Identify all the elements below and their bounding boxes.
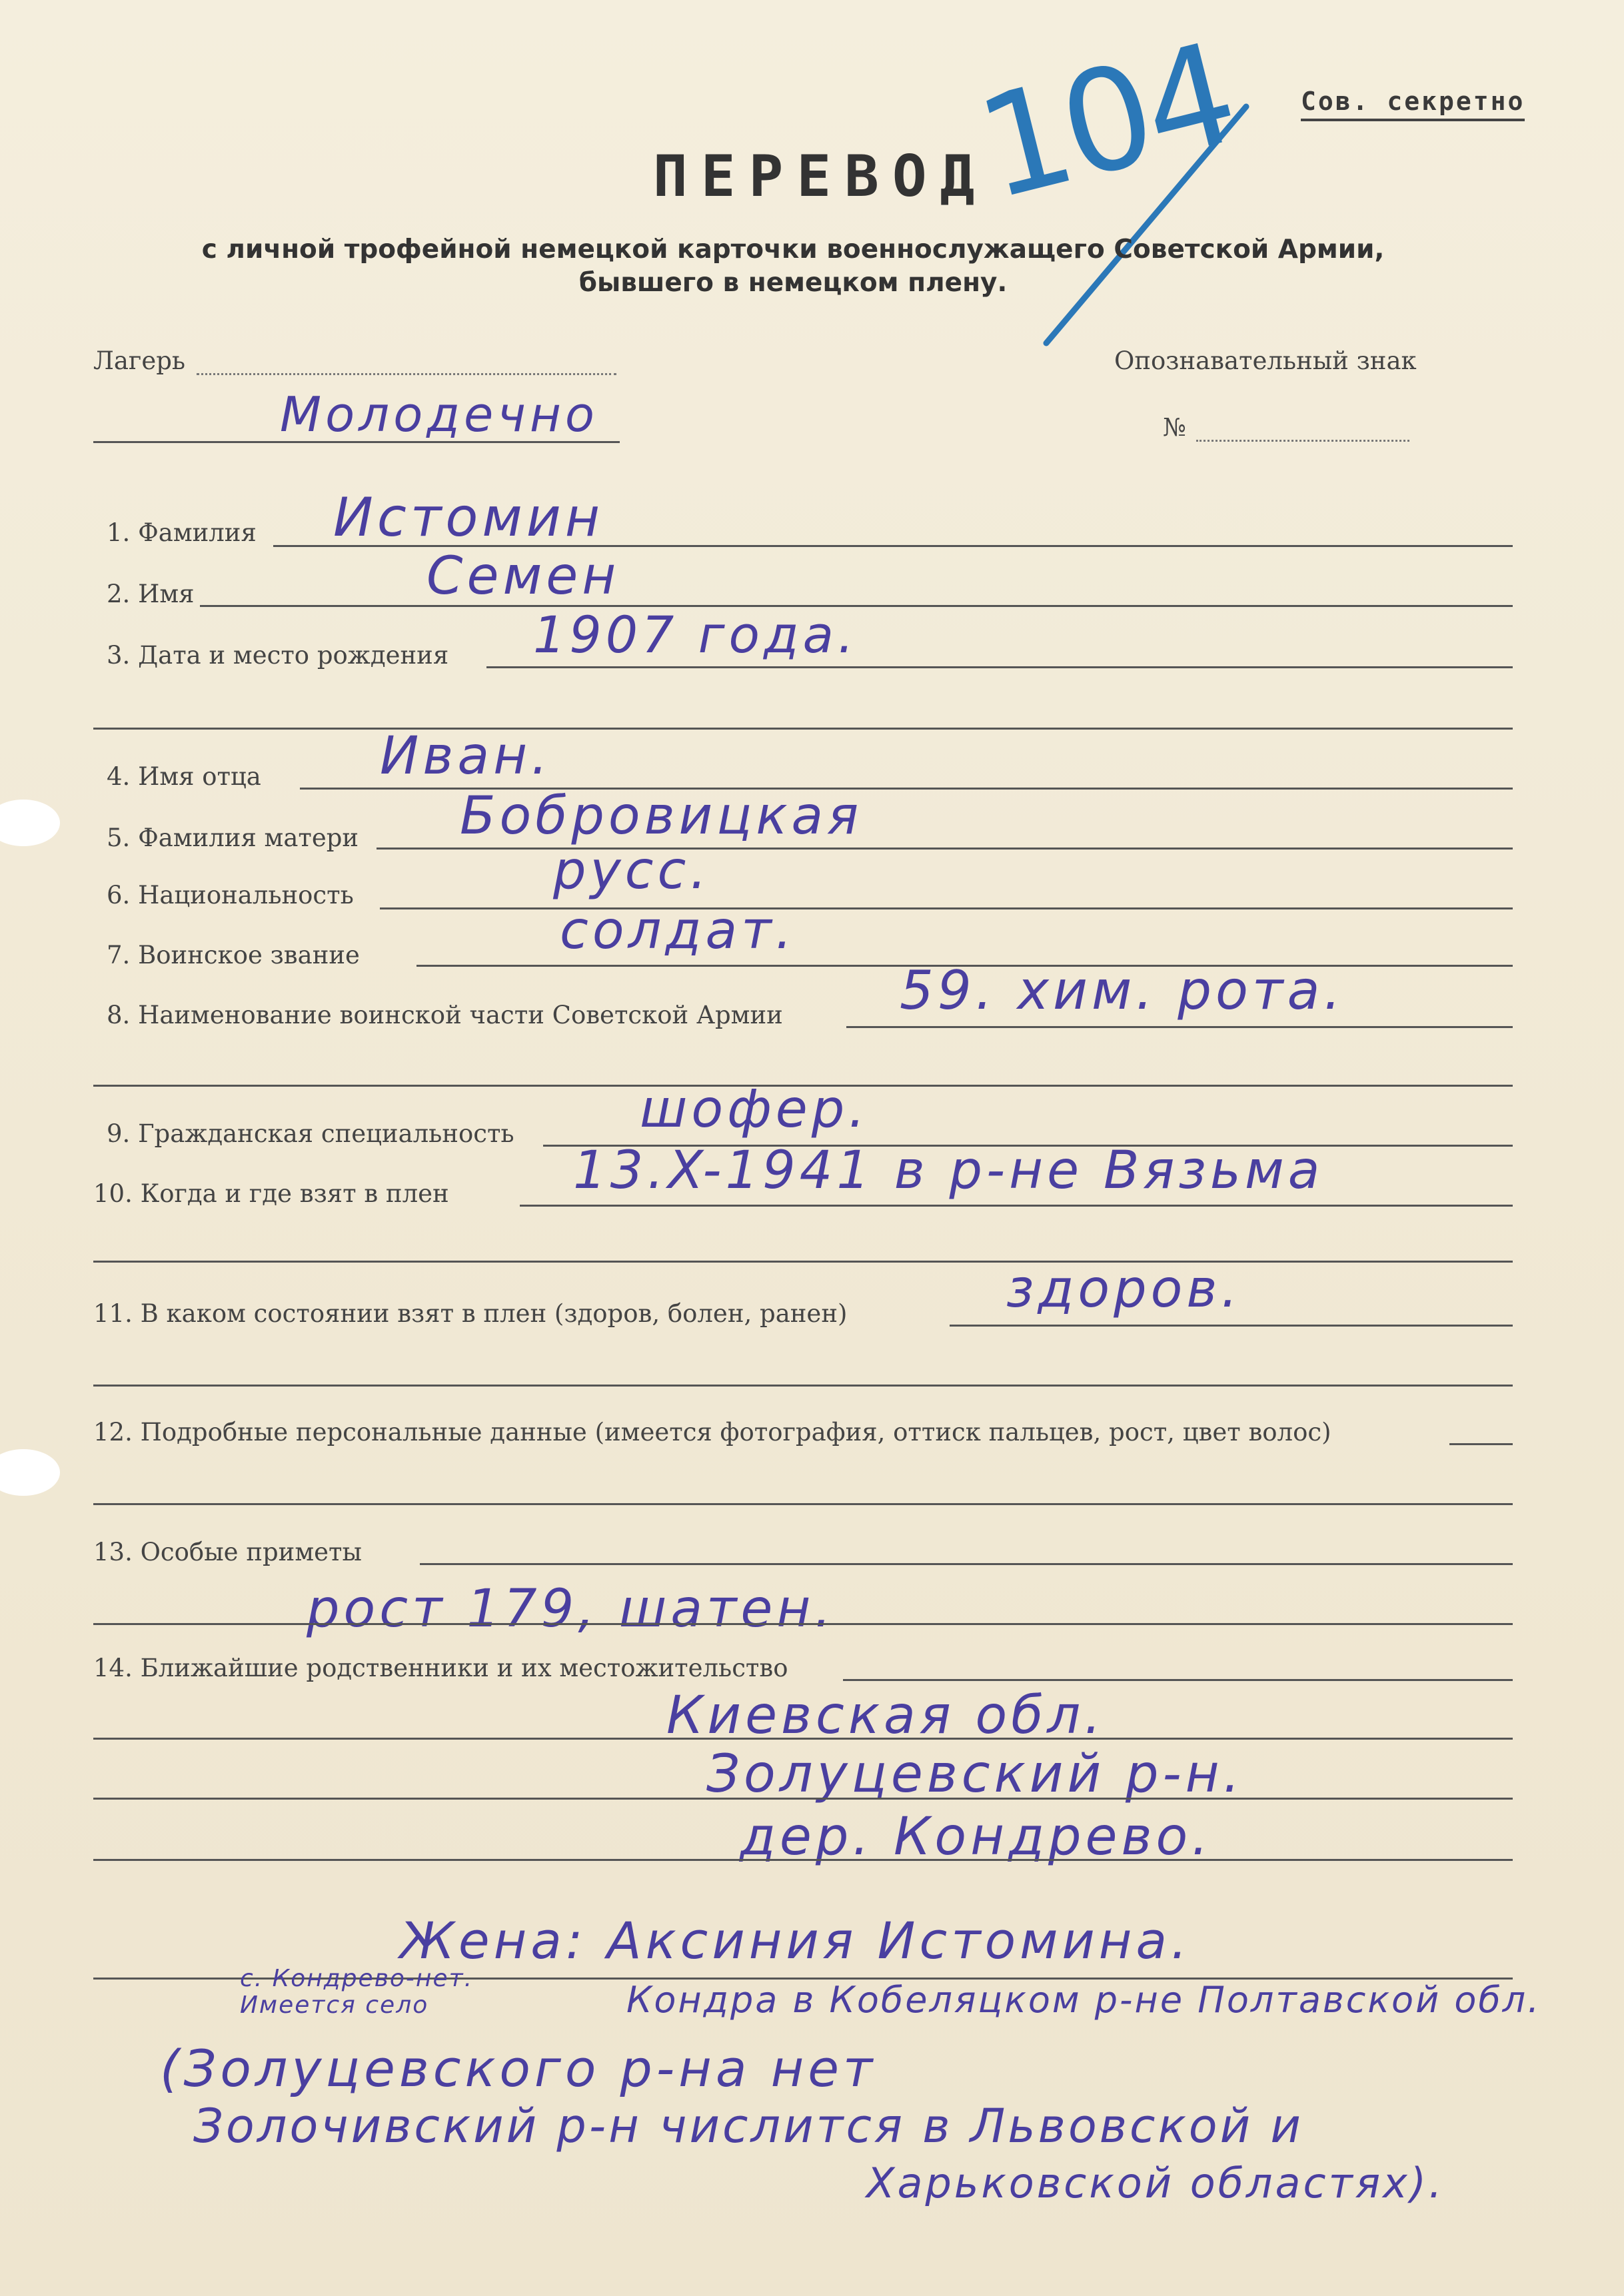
field-surname-value: Истомин	[333, 486, 604, 548]
field-birth-rule	[486, 666, 1513, 668]
pen-slash-mark	[1026, 100, 1266, 353]
field-name-value: Семен	[426, 546, 620, 606]
field-personal-data-label: 12. Подробные персональные данные (имеется фотография, оттиск пальцев, рост, цвет волос)	[93, 1418, 1331, 1446]
document-subtitle-line1: с личной трофейной немецкой карточки военнослужащего Советской Армии,	[201, 235, 1385, 265]
field-relatives-rule-3	[93, 1798, 1513, 1800]
field-surname-label: 1. Фамилия	[107, 518, 257, 547]
camp-rule	[93, 441, 620, 443]
field-relatives-rule-2	[93, 1738, 1513, 1740]
note-line2: (Золуцевского р-на нет	[160, 2039, 877, 2098]
field-relatives-rule-4	[93, 1859, 1513, 1861]
field-personal-data-rule	[1449, 1443, 1513, 1445]
field-birth-value: 1907 года.	[533, 605, 858, 664]
field-mother-value: Бобровицкая	[460, 786, 863, 846]
field-relatives-line3: дер. Кондрево.	[740, 1807, 1213, 1867]
field-marks-label: 13. Особые приметы	[93, 1538, 362, 1566]
field-father-value: Иван.	[380, 726, 552, 786]
field-birth-label: 3. Дата и место рождения	[107, 641, 449, 670]
note-line4: Харьковской областях).	[866, 2159, 1445, 2207]
field-rank-value: солдат.	[560, 901, 796, 961]
note-wife: Жена: Аксиния Истомина.	[400, 1911, 1192, 1970]
field-mother-label: 5. Фамилия матери	[107, 824, 359, 852]
field-relatives-label: 14. Ближайшие родственники и их местожительство	[93, 1654, 788, 1682]
field-captured-rule	[520, 1205, 1513, 1207]
note-line3: Золочивский р-н числится в Львовской и	[193, 2099, 1303, 2153]
camp-value: Молодечно	[280, 386, 598, 442]
field-name-label: 2. Имя	[107, 580, 195, 608]
document-subtitle-line2: бывшего в немецком плену.	[578, 268, 1008, 298]
field-profession-value: шофер.	[640, 1079, 870, 1139]
field-nationality-rule	[380, 907, 1513, 909]
field-condition-rule	[950, 1325, 1513, 1327]
field-father-label: 4. Имя отца	[107, 762, 261, 791]
camp-label: Лагерь	[93, 346, 186, 375]
id-tag-label: Опознавательный знак	[1114, 346, 1417, 375]
field-unit-rule	[846, 1026, 1513, 1028]
field-marks-value: рост 179, шатен.	[307, 1579, 836, 1639]
document-title: ПЕРЕВОД	[653, 143, 988, 210]
field-rank-label: 7. Воинское звание	[107, 941, 360, 969]
field-condition-rule-2	[93, 1385, 1513, 1387]
field-captured-rule-2	[93, 1261, 1513, 1263]
field-relatives-line2: Золуцевский р-н.	[706, 1744, 1244, 1804]
field-condition-label: 11. В каком состоянии взят в плен (здоров, болен, ранен)	[93, 1299, 848, 1328]
field-relatives-line1: Киевская обл.	[666, 1686, 1106, 1746]
field-marks-rule-2	[93, 1623, 1513, 1625]
field-nationality-value: русс.	[553, 841, 711, 901]
field-unit-value: 59. хим. рота.	[900, 959, 1345, 1021]
number-label: №	[1163, 413, 1187, 442]
number-dotted-line	[1196, 440, 1409, 442]
classification-mark: Сов. секретно	[1301, 87, 1525, 121]
archive-number: 104	[963, 12, 1247, 231]
field-marks-rule	[420, 1563, 1513, 1565]
field-nationality-label: 6. Национальность	[107, 881, 354, 909]
note-small: с. Кондрево-нет. Имеется село	[240, 1965, 474, 2019]
note-line1: Кондра в Кобеляцком р-не Полтавской обл.	[626, 1979, 1541, 2021]
field-captured-value: 13.X-1941 в р-не Вязьма	[573, 1141, 1324, 1201]
field-unit-label: 8. Наименование воинской части Советской Армии	[107, 1001, 783, 1029]
camp-dotted-line	[197, 373, 616, 375]
field-birth-rule-2	[93, 728, 1513, 730]
field-mother-rule	[377, 848, 1513, 850]
punch-hole	[0, 800, 60, 846]
field-profession-label: 9. Гражданская специальность	[107, 1119, 514, 1148]
field-personal-data-rule-2	[93, 1503, 1513, 1505]
punch-hole	[0, 1449, 60, 1496]
field-relatives-rule	[843, 1679, 1513, 1681]
field-captured-label: 10. Когда и где взят в плен	[93, 1179, 449, 1208]
field-condition-value: здоров.	[1006, 1259, 1242, 1319]
